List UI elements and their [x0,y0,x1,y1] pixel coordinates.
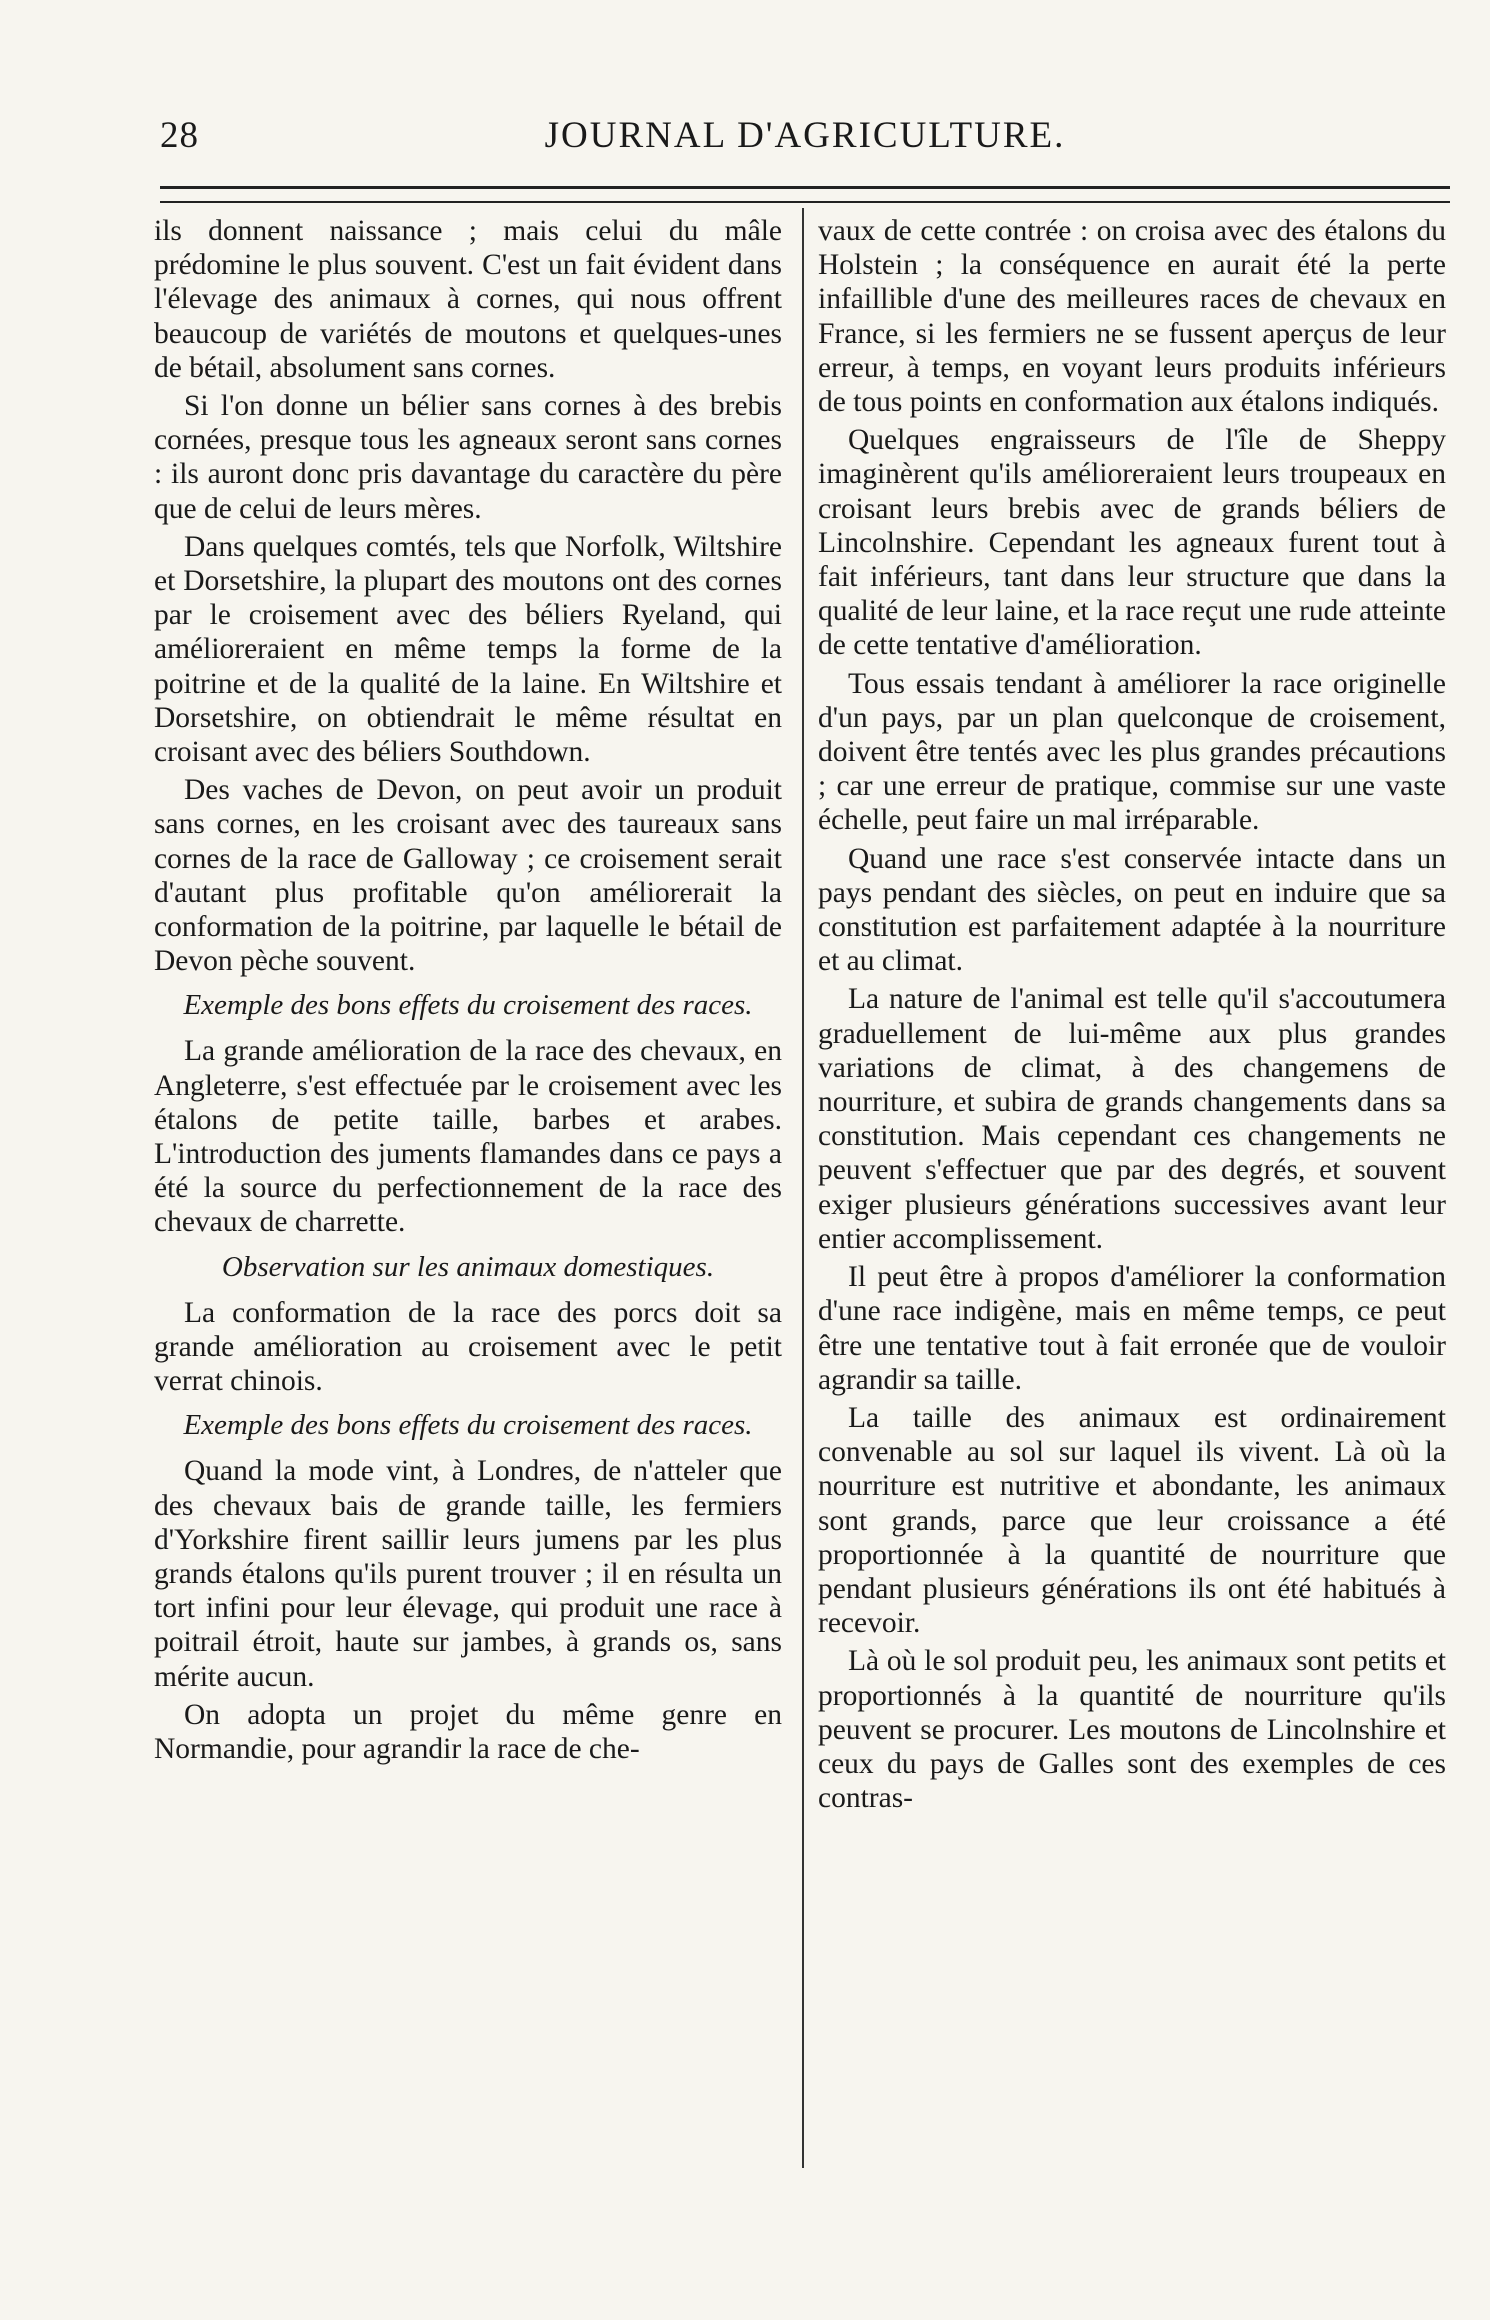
paragraph: Il peut être à propos d'améliorer la conformation d'une race indigène, mais en même temps, ce peut être une tentative tout à fait erronée que de vouloir agrandir sa taille. [818,1261,1446,1396]
header-rule [160,186,1450,203]
paragraph: On adopta un projet du même genre en Normandie, pour agrandir la race de che- [154,1698,782,1765]
paragraph: La grande amélioration de la race des chevaux, en Angleterre, s'est effectuée par le croisement avec les étalons de petite taille, barbes et arabes. L'introduction des juments flamandes dans ce pays a été la source du perfectionnement de la race des chevaux de charrette. [154,1035,782,1239]
paragraph: La nature de l'animal est telle qu'il s'accoutumera graduellement de lui-même aux plus grandes variations de climat, à des changemens de nourriture, et subira de grands changements dans sa constitution. Mais cependant ces changements ne peuvent s'effectuer que par des degrés, et souvent exiger plusieurs générations successives avant leur entier accomplissement. [818,983,1446,1255]
right-column [818,214,1446,2144]
page-number: 28 [160,115,199,156]
paragraph: Quelques engraisseurs de l'île de Sheppy imaginèrent qu'ils amélioreraient leurs troupeaux en croisant leurs brebis avec de grands béliers de Lincolnshire. Cependant les agneaux furent tout à fait inférieurs, tant dans leur structure que dans la qualité de leur laine, et la race reçut une rude atteinte de cette tentative d'amélioration. [818,424,1446,662]
paragraph: Si l'on donne un bélier sans cornes à des brebis cornées, presque tous les agneaux seront sans cornes : ils auront donc pris davantage du caractère du père que de celui de leurs mères. [154,390,782,525]
paragraph: vaux de cette contrée : on croisa avec des étalons du Holstein ; la conséquence en aurait été la perte infaillible d'une des meilleures races de chevaux en France, si les fermiers ne se fussent aperçus de leur erreur, à temps, en voyant leurs produits inférieurs de tous points en conformation aux étalons indiqués. [818,215,1446,419]
paragraph: Dans quelques comtés, tels que Norfolk, Wiltshire et Dorsetshire, la plupart des moutons ont des cornes par le croisement avec des béliers Ryeland, qui amélioreraient en même temps la forme de la poitrine et de la qualité de la laine. En Wiltshire et Dorsetshire, on obtiendrait le même résultat en croisant avec des béliers Southdown. [154,530,782,769]
section-heading: Exemple des bons effets du croisement des races. [183,1409,753,1442]
journal-title: JOURNAL D'AGRICULTURE. [544,115,1066,156]
paragraph: Tous essais tendant à améliorer la race originelle d'un pays, par un plan quelconque de croisement, doivent être tentés avec les plus grandes précautions ; car une erreur de pratique, commise sur une vaste échelle, peut faire un mal irréparable. [818,667,1446,837]
left-column [154,214,782,2144]
paragraph: Quand la mode vint, à Londres, de n'atteler que des chevaux bais de grande taille, les fermiers d'Yorkshire firent saillir leurs jumens par les plus grands étalons qu'ils purent trouver ; il en résulta un tort infini pour leur élevage, qui produit une race à poitrail étroit, haute sur jambes, à grands os, sans mérite aucun. [154,1455,782,1693]
section-heading: Observation sur les animaux domestiques. [221,1250,715,1283]
section-heading: Exemple des bons effets du croisement des races. [183,989,753,1022]
paragraph: La conformation de la race des porcs doit sa grande amélioration au croisement avec le petit verrat chinois. [154,1296,782,1398]
paragraph: Quand une race s'est conservée intacte dans un pays pendant des siècles, on peut en induire que sa constitution est parfaitement adaptée à la nourriture et au climat. [818,842,1446,978]
paragraph: Là où le sol produit peu, les animaux sont petits et proportionnés à la quantité de nourriture qu'ils peuvent se procurer. Les moutons de Lincolnshire et ceux du pays de Galles sont des exemples de ces contras- [818,1645,1446,1815]
page-header [160,108,1450,168]
paragraph: ils donnent naissance ; mais celui du mâle prédomine le plus souvent. C'est un fait évident dans l'élevage des animaux à cornes, qui nous offrent beaucoup de variétés de moutons et quelques-unes de bétail, absolument sans cornes. [154,215,782,384]
paragraph: Des vaches de Devon, on peut avoir un produit sans cornes, en les croisant avec des taureaux sans cornes de la race de Galloway ; ce croisement serait d'autant plus profitable qu'on améliorerait la conformation de la poitrine, par laquelle le bétail de Devon pèche souvent. [154,774,782,978]
paragraph: La taille des animaux est ordinairement convenable au sol sur laquel ils vivent. Là où la nourriture est nutritive et abondante, les animaux sont grands, parce que leur croissance a été proportionnée à la quantité de nourriture que pendant plusieurs générations ils ont été habitués à recevoir. [818,1401,1446,1640]
column-divider [802,208,804,2168]
